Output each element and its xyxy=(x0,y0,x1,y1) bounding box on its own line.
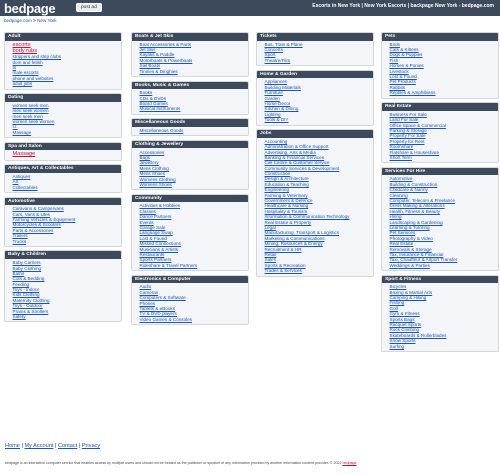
category-heading: Pets xyxy=(382,33,498,41)
category-heading: Antiques, Art & Collectables xyxy=(5,165,121,173)
category-box-pets xyxy=(381,32,499,99)
subcategory-link-livestock[interactable]: Livestock xyxy=(389,68,409,74)
post-ad-button[interactable]: post ad xyxy=(76,3,102,12)
subcategory-link-engineering[interactable]: Engineering xyxy=(264,187,290,193)
category-heading: Clothing & Jewellery xyxy=(132,141,248,149)
category-box-home-and-garden xyxy=(256,70,374,126)
subcategory-link-rideshare-and-travel-partners[interactable]: Rideshare & Travel Partners xyxy=(139,262,198,268)
subcategory-link-tools-and-diy[interactable]: Tools & DIY xyxy=(264,117,289,123)
disclaimer-text: bedpage is an interactive computer service that enables access by multiple users and should not be treated as the publisher or speaker of any information provided by another information content provider. © 2022 xyxy=(5,461,342,465)
subcategory-link-escorts[interactable]: escorts xyxy=(12,41,31,48)
breadcrumb-home-link[interactable]: bedpage.com xyxy=(4,17,32,23)
subcategory-link-banking-and-financial-services[interactable]: Banking & Financial Services xyxy=(264,154,324,160)
category-box-miscellaneous-goods xyxy=(131,118,249,136)
subcategory-link-lighting[interactable]: Lighting xyxy=(264,111,281,117)
subcategory-link-pet-products[interactable]: Pet Products xyxy=(389,79,416,85)
category-box-sport-and-fitness xyxy=(381,275,499,352)
category-heading: Miscellaneous Goods xyxy=(132,119,248,127)
subcategory-link-land-for-sale[interactable]: Land For Sale xyxy=(389,117,419,123)
top-bar xyxy=(0,0,500,16)
subcategory-link-information-and-communication-technology[interactable]: Information & Communication Technology xyxy=(264,214,350,220)
subcategory-link-sports-partners[interactable]: Sports Partners xyxy=(139,257,172,263)
subcategory-link-garage-sale[interactable]: Garage Sale xyxy=(139,225,166,231)
subcategory-link-farming-vehicles-and-equipment[interactable]: Farming Vehicles & Equipment xyxy=(12,216,76,222)
category-box-books-music-and-games xyxy=(131,81,249,115)
subcategory-link-hiring[interactable]: Hiring xyxy=(389,214,402,220)
subcategory-link-parts-and-accessories[interactable]: Parts & Accessories xyxy=(12,227,54,233)
subcategory-link-learning-and-tutoring[interactable]: Learning & Tutoring xyxy=(389,225,430,230)
subcategory-link-education-and-teaching[interactable]: Education & Teaching xyxy=(264,181,309,187)
category-heading: Baby & Children xyxy=(5,251,121,259)
subcategory-list xyxy=(382,175,498,270)
subcategory-link-accessories[interactable]: Accessories xyxy=(139,149,165,155)
subcategory-link-cds-and-dvds[interactable]: CDs & DVDs xyxy=(139,95,167,101)
category-column-1 xyxy=(4,32,122,326)
subcategory-link-massage[interactable]: Massage xyxy=(12,151,36,158)
subcategory-list xyxy=(5,259,121,321)
subcategory-list xyxy=(132,202,248,270)
subcategory-link-parking-and-storage[interactable]: Parking & Storage xyxy=(389,127,427,133)
subcategory-list xyxy=(132,283,248,324)
subcategory-link-lost-and-found[interactable]: Lost & Found xyxy=(389,74,417,80)
subcategory-link-cameras[interactable]: Cameras xyxy=(139,289,159,295)
subcategory-link-lost-and-found[interactable]: Lost & Found xyxy=(139,235,167,241)
subcategory-link-caravans-and-campervans[interactable]: Caravans & Campervans xyxy=(12,206,64,212)
category-heading: Jobs xyxy=(257,130,373,138)
subcategory-list xyxy=(5,41,121,89)
subcategory-link-men-seek-men[interactable]: men seek men xyxy=(12,113,43,119)
subcategory-link-golf[interactable]: Golf xyxy=(389,305,398,311)
subcategory-link-prams-and-strollers[interactable]: Prams & Strollers xyxy=(12,308,49,314)
subcategory-link-board-games[interactable]: Board Games xyxy=(139,101,168,106)
subcategory-link-gym-and-fitness[interactable]: Gym & Fitness xyxy=(389,311,420,317)
subcategory-link-skateboards-and-rollerblades[interactable]: Skateboards & Rollerblades xyxy=(389,332,447,338)
subcategory-link-legal[interactable]: Legal xyxy=(264,225,276,230)
subcategory-link-theatre-film[interactable]: Theatre/Film xyxy=(264,57,291,63)
category-heading: Boats & Jet Skis xyxy=(132,33,248,41)
footer-link-home[interactable]: Home xyxy=(5,443,20,449)
breadcrumb-separator: > xyxy=(31,17,38,23)
subcategory-link-property-for-rent[interactable]: Property for Rent xyxy=(389,138,425,144)
subcategory-link-computer-telecom-and-freelance[interactable]: Computer, Telecom & Freelance xyxy=(389,198,456,204)
subcategory-link-weddings-and-parties[interactable]: Weddings & Parties xyxy=(389,262,430,268)
subcategory-link-classes[interactable]: Classes xyxy=(139,208,156,214)
subcategory-link-toys-indoor[interactable]: Toys - Indoor xyxy=(12,287,40,293)
subcategory-link-kitchen-and-dining[interactable]: Kitchen & Dining xyxy=(264,106,299,112)
subcategory-list xyxy=(5,150,121,159)
subcategory-list xyxy=(5,102,121,138)
subcategory-link-design-and-architecture[interactable]: Design & Architecture xyxy=(264,176,309,182)
footer-disclaimer xyxy=(5,461,497,465)
subcategory-link-hospitality-and-tourism[interactable]: Hospitality & Tourism xyxy=(264,208,308,214)
subcategory-link-cars-vans-and-utes[interactable]: Cars, Vans & Utes xyxy=(12,211,50,217)
subcategory-link-sail-boats[interactable]: Sail Boats xyxy=(139,63,161,69)
subcategory-link-motorcycles-and-scooters[interactable]: Motorcycles & Scooters xyxy=(12,222,61,228)
subcategory-link-adult-jobs[interactable]: adult jobs xyxy=(12,81,33,87)
subcategory-link-garden[interactable]: Garden xyxy=(264,95,280,101)
subcategory-link-computers-and-software[interactable]: Computers & Software xyxy=(139,295,186,301)
subcategory-link-jewellery[interactable]: Jewellery xyxy=(139,160,159,166)
subcategory-link-health-fitness-and-beauty[interactable]: Health, Fitness & Beauty xyxy=(389,208,441,214)
subcategory-list xyxy=(132,41,248,77)
subcategory-list xyxy=(132,127,248,136)
subcategory-list xyxy=(257,78,373,124)
subcategory-link-trucks[interactable]: Trucks xyxy=(12,238,27,244)
subcategory-link-kayaks-and-paddle[interactable]: Kayaks & Paddle xyxy=(139,52,175,58)
subcategory-link-government-and-defence[interactable]: Government & Defence xyxy=(264,198,313,204)
subcategory-link-manufacturing-transport-and-logistics[interactable]: Manufacturing, Transport & Logistics xyxy=(264,230,340,236)
subcategory-link-tax-insurance-and-financial[interactable]: Tax, Insurance & Financial xyxy=(389,251,444,257)
subcategory-link-fishing[interactable]: Fishing xyxy=(389,300,405,306)
subcategory-link-fish[interactable]: Fish xyxy=(389,57,399,63)
subcategory-link-building-materials[interactable]: Building Materials xyxy=(264,84,301,90)
subcategory-link-roomshare[interactable]: Roomshare xyxy=(389,144,414,150)
subcategory-link-dance-partners[interactable]: Dance Partners xyxy=(139,214,172,220)
subcategory-link-restaurants[interactable]: Restaurants xyxy=(139,251,165,257)
category-column-2 xyxy=(131,32,249,329)
subcategory-link-real-estate-and-property[interactable]: Real Estate & Property xyxy=(264,219,312,225)
subcategory-link-missed-connections[interactable]: Missed Connections xyxy=(139,241,181,247)
subcategory-link-musical-instruments[interactable]: Musical Instruments xyxy=(139,106,181,112)
category-heading: Books, Music & Games xyxy=(132,82,248,90)
subcategory-link-property-for-sale[interactable]: Property For Sale xyxy=(389,133,426,139)
subcategory-link-tv-and-dvd-players[interactable]: TV & DVD players xyxy=(139,311,177,317)
subcategory-link-women-seek-women[interactable]: women seek women xyxy=(12,118,55,124)
subcategory-link-appliances[interactable]: Appliances xyxy=(264,79,287,85)
category-column-3 xyxy=(256,32,374,280)
subcategory-link-books[interactable]: Books xyxy=(139,90,153,96)
footer-link-my-account[interactable]: My Account xyxy=(24,443,54,449)
subcategory-link-accounting[interactable]: Accounting xyxy=(264,138,288,144)
subcategory-link-advertising-arts-and-media[interactable]: Advertising, Arts & Media xyxy=(264,149,316,155)
subcategory-link-horses-and-ponies[interactable]: Horses & Ponies xyxy=(389,63,424,69)
subcategory-list xyxy=(5,205,121,246)
page-title: Escorts in New York | New York Escorts | backpage New York - bedpage.com xyxy=(312,3,494,9)
category-box-community xyxy=(131,194,249,271)
subcategory-link-camping-and-hiking[interactable]: Camping & Hiking xyxy=(389,295,427,301)
subcategory-link-sales[interactable]: Sales xyxy=(264,257,276,263)
breadcrumb-city-link[interactable]: New York xyxy=(37,17,57,23)
subcategory-link-feeding[interactable]: Feeding xyxy=(12,281,30,287)
subcategory-link-boat-accessories-and-parts[interactable]: Boat Accessories & Parts xyxy=(139,41,192,47)
subcategory-link-reptiles-and-amphibians[interactable]: Reptiles & Amphibians xyxy=(389,90,436,96)
subcategory-link-removals-and-storage[interactable]: Removals & Storage xyxy=(389,246,432,252)
subcategory-link-farming-and-veterinary[interactable]: Farming & Veterinary xyxy=(264,192,308,198)
subcategory-link-jet-skis[interactable]: Jet Skis xyxy=(139,47,156,53)
subcategory-link-activities-and-hobbies[interactable]: Activities & Hobbies xyxy=(139,203,181,209)
subcategory-link-recruitment-and-hr[interactable]: Recruitment & HR xyxy=(264,246,302,252)
subcategory-link-landscaping-and-gardening[interactable]: Landscaping & Gardening xyxy=(389,219,443,225)
subcategory-link-concerts[interactable]: Concerts xyxy=(264,47,283,53)
footer-link-contact[interactable]: Contact xyxy=(57,443,78,449)
subcategory-list xyxy=(257,138,373,276)
subcategory-link-musicians-and-artists[interactable]: Musicians & Artists xyxy=(139,246,179,252)
subcategory-link-cats-and-kittens[interactable]: Cats & Kittens xyxy=(389,47,419,53)
category-box-services-for-hire xyxy=(381,167,499,271)
subcategory-link-photography-and-video[interactable]: Photography & Video xyxy=(389,235,433,241)
subcategory-link-strippers-and-strip-clubs[interactable]: strippers and strip clubs xyxy=(12,54,62,60)
subcategory-link-video-games-and-consoles[interactable]: Video Games & Consoles xyxy=(139,316,193,322)
category-heading: Spa and Salon xyxy=(5,143,121,151)
subcategory-link-rabbits[interactable]: Rabbits xyxy=(389,84,406,90)
category-box-clothing-and-jewellery xyxy=(131,140,249,190)
subcategory-link-bags[interactable]: Bags xyxy=(139,154,150,160)
category-heading: Home & Garden xyxy=(257,71,373,79)
breadcrumb xyxy=(4,18,57,23)
subcategory-link-taxi-chauffeur-and-airport-transfer[interactable]: Taxi, Chauffeur & Airport Transfer xyxy=(389,257,458,263)
subcategory-link-womens-clothing[interactable]: Womens Clothing xyxy=(139,176,176,182)
subcategory-link-male-escorts[interactable]: male escorts xyxy=(12,70,39,76)
site-logo[interactable]: bedpage xyxy=(4,1,56,16)
subcategory-link-baby-clothing[interactable]: Baby Clothing xyxy=(12,265,42,271)
category-column-4 xyxy=(381,32,499,356)
category-box-automotive xyxy=(4,197,122,247)
subcategory-link-dress-making-and-alterations[interactable]: Dress Making & Alterations xyxy=(389,203,445,209)
category-heading: Sport & Fitness xyxy=(382,276,498,284)
subcategory-link-retail[interactable]: Retail xyxy=(264,251,277,257)
footer-links xyxy=(5,443,100,450)
subcategory-list xyxy=(5,173,121,192)
subcategory-link-bus-train-and-plane[interactable]: Bus, Train & Plane xyxy=(264,41,303,47)
subcategory-link-kids-clothing[interactable]: Kids Clothing xyxy=(12,292,40,298)
subcategory-link-baths[interactable]: Baths xyxy=(12,270,25,276)
category-heading: Dating xyxy=(5,94,121,102)
subcategory-link-short-term[interactable]: Short Term xyxy=(389,154,412,160)
footer-separator: | xyxy=(77,443,82,449)
category-box-baby-and-children xyxy=(4,250,122,322)
subcategory-list xyxy=(257,41,373,66)
subcategory-link-rock-climbing[interactable]: Rock Climbing xyxy=(389,327,420,333)
subcategory-list xyxy=(382,111,498,163)
footer-separator: | xyxy=(19,443,25,449)
subcategory-link-women-seek-men[interactable]: women seek men xyxy=(12,102,49,108)
subcategory-link-mens-clothing[interactable]: Mens Clothing xyxy=(139,165,169,171)
subcategory-link-body-rubs[interactable]: body rubs xyxy=(12,47,38,54)
subcategory-link-phones[interactable]: Phones xyxy=(139,300,156,306)
subcategory-link-furniture[interactable]: Furniture xyxy=(264,90,283,96)
subcategory-link-home-decor[interactable]: Home Decor xyxy=(264,101,291,106)
subcategory-link-boxing-and-martial-arts[interactable]: Boxing & Martial Arts xyxy=(389,289,433,295)
subcategory-link-real-estate[interactable]: Real Estate xyxy=(389,241,414,247)
subcategory-link-building-and-construction[interactable]: Building & Construction xyxy=(389,181,438,187)
subcategory-link-tinnies-and-dinghies[interactable]: Tinnies & Dinghies xyxy=(139,68,178,74)
subcategory-link-antiques[interactable]: Antiques xyxy=(12,173,31,179)
subcategory-link-tablets-and-ebooks[interactable]: Tablets & eBooks xyxy=(139,305,175,311)
category-heading: Services For Hire xyxy=(382,168,498,176)
subcategory-link-mining-resources-and-energy[interactable]: Mining, Resources & Energy xyxy=(264,241,323,247)
category-heading: Real Estate xyxy=(382,103,498,111)
subcategory-link-community-services-and-development[interactable]: Community Services & Development xyxy=(264,165,340,171)
category-heading: Automotive xyxy=(5,198,121,206)
subcategory-link-automotive[interactable]: Automotive xyxy=(389,176,413,182)
subcategory-link-baby-carriers[interactable]: Baby Carriers xyxy=(12,260,41,266)
footer-link-privacy[interactable]: Privacy xyxy=(81,443,101,449)
subcategory-list xyxy=(382,283,498,351)
subcategory-link-maternity-clothing[interactable]: Maternity Clothing xyxy=(12,297,50,303)
subcategory-link-call-centre-and-customer-service[interactable]: Call Centre & Customer Service xyxy=(264,160,330,166)
category-box-antiques-art-and-collectables xyxy=(4,164,122,193)
subcategory-link-language-swap[interactable]: Language Swap xyxy=(139,230,173,236)
category-box-boats-and-jet-skis xyxy=(131,32,249,77)
subcategory-link-art[interactable]: Art xyxy=(12,179,19,185)
subcategory-link-flatshare-and-houseshare[interactable]: Flatshare & Houseshare xyxy=(389,149,440,155)
footer-separator: | xyxy=(53,443,58,449)
subcategory-link-events[interactable]: Events xyxy=(139,219,154,225)
subcategory-link-pet-services[interactable]: Pet Services xyxy=(389,230,416,236)
subcategory-link-motorboats-and-powerboats[interactable]: Motorboats & Powerboats xyxy=(139,57,193,63)
subcategory-link-racquet-sports[interactable]: Racquet Sports xyxy=(389,322,422,328)
subcategory-link-surfing[interactable]: Surfing xyxy=(389,343,405,349)
subcategory-link-miscellaneous-goods[interactable]: Miscellaneous Goods xyxy=(139,127,184,133)
category-heading: Community xyxy=(132,195,248,203)
subcategory-link-healthcare-and-nursing[interactable]: Healthcare & Nursing xyxy=(264,203,309,209)
subcategory-link-construction[interactable]: Construction xyxy=(264,171,291,177)
subcategory-list xyxy=(132,89,248,114)
subcategory-link-cleaning[interactable]: Cleaning xyxy=(389,192,408,198)
category-box-tickets xyxy=(256,32,374,66)
subcategory-link-phone-and-websites[interactable]: phone and websites xyxy=(12,75,54,81)
subcategory-link-trades-and-services[interactable]: Trades & Services xyxy=(264,268,302,274)
subcategory-link-bicycles[interactable]: Bicycles xyxy=(389,284,407,290)
subcategory-link-collectables[interactable]: Collectables xyxy=(12,184,38,190)
subcategory-link-administration-and-office-support[interactable]: Administration & Office Support xyxy=(264,144,329,150)
category-heading: Tickets xyxy=(257,33,373,41)
subcategory-link-dogs-and-puppies[interactable]: Dogs & Puppies xyxy=(389,52,423,58)
subcategory-link-t-r[interactable]: t.r. xyxy=(12,124,18,130)
subcategory-link-massage[interactable]: Massage xyxy=(12,129,32,135)
subcategory-link-audio[interactable]: Audio xyxy=(139,284,152,290)
category-box-spa-and-salon xyxy=(4,142,122,161)
subcategory-link-sport[interactable]: Sport xyxy=(264,52,276,58)
category-heading: Electronics & Computer xyxy=(132,276,248,284)
category-box-adult xyxy=(4,32,122,90)
subcategory-link-mens-shoes[interactable]: Mens Shoes xyxy=(139,171,166,177)
subcategory-list xyxy=(132,148,248,189)
category-box-dating xyxy=(4,93,122,138)
category-heading: Adult xyxy=(5,33,121,41)
subcategory-link-safety[interactable]: Safety xyxy=(12,314,26,320)
subcategory-link-business-for-sale[interactable]: Business For Sale xyxy=(389,111,427,117)
subcategory-link-toys-outdoor[interactable]: Toys - Outdoor xyxy=(12,303,43,309)
subcategory-link-childcare-and-nanny[interactable]: Childcare & Nanny xyxy=(389,187,428,193)
subcategory-link-trailers[interactable]: Trailers xyxy=(12,233,28,239)
category-box-real-estate xyxy=(381,102,499,163)
subcategory-list xyxy=(382,41,498,98)
subcategory-link-men-seek-women[interactable]: men seek women xyxy=(12,108,49,114)
subcategory-link-ts[interactable]: ts xyxy=(12,65,17,71)
subcategory-link-sports-and-recreation[interactable]: Sports & Recreation xyxy=(264,262,306,268)
category-box-electronics-and-computer xyxy=(131,275,249,325)
subcategory-link-dom-and-fetish[interactable]: dom and fetish xyxy=(12,59,43,65)
category-box-jobs xyxy=(256,129,374,276)
subcategory-link-cots-and-bedding[interactable]: Cots & Bedding xyxy=(12,276,45,282)
footer-brand-link[interactable]: bedpage xyxy=(342,461,357,465)
subcategory-link-sports-bags[interactable]: Sports Bags xyxy=(389,316,415,322)
subcategory-link-office-space-and-commercial[interactable]: Office Space & Commercial xyxy=(389,122,446,128)
subcategory-link-marketing-and-communications[interactable]: Marketing & Communications xyxy=(264,235,325,241)
subcategory-link-birds[interactable]: Birds xyxy=(389,41,400,47)
subcategory-link-snow-sports[interactable]: Snow Sports xyxy=(389,338,416,344)
subcategory-link-womens-shoes[interactable]: Womens Shoes xyxy=(139,181,172,187)
